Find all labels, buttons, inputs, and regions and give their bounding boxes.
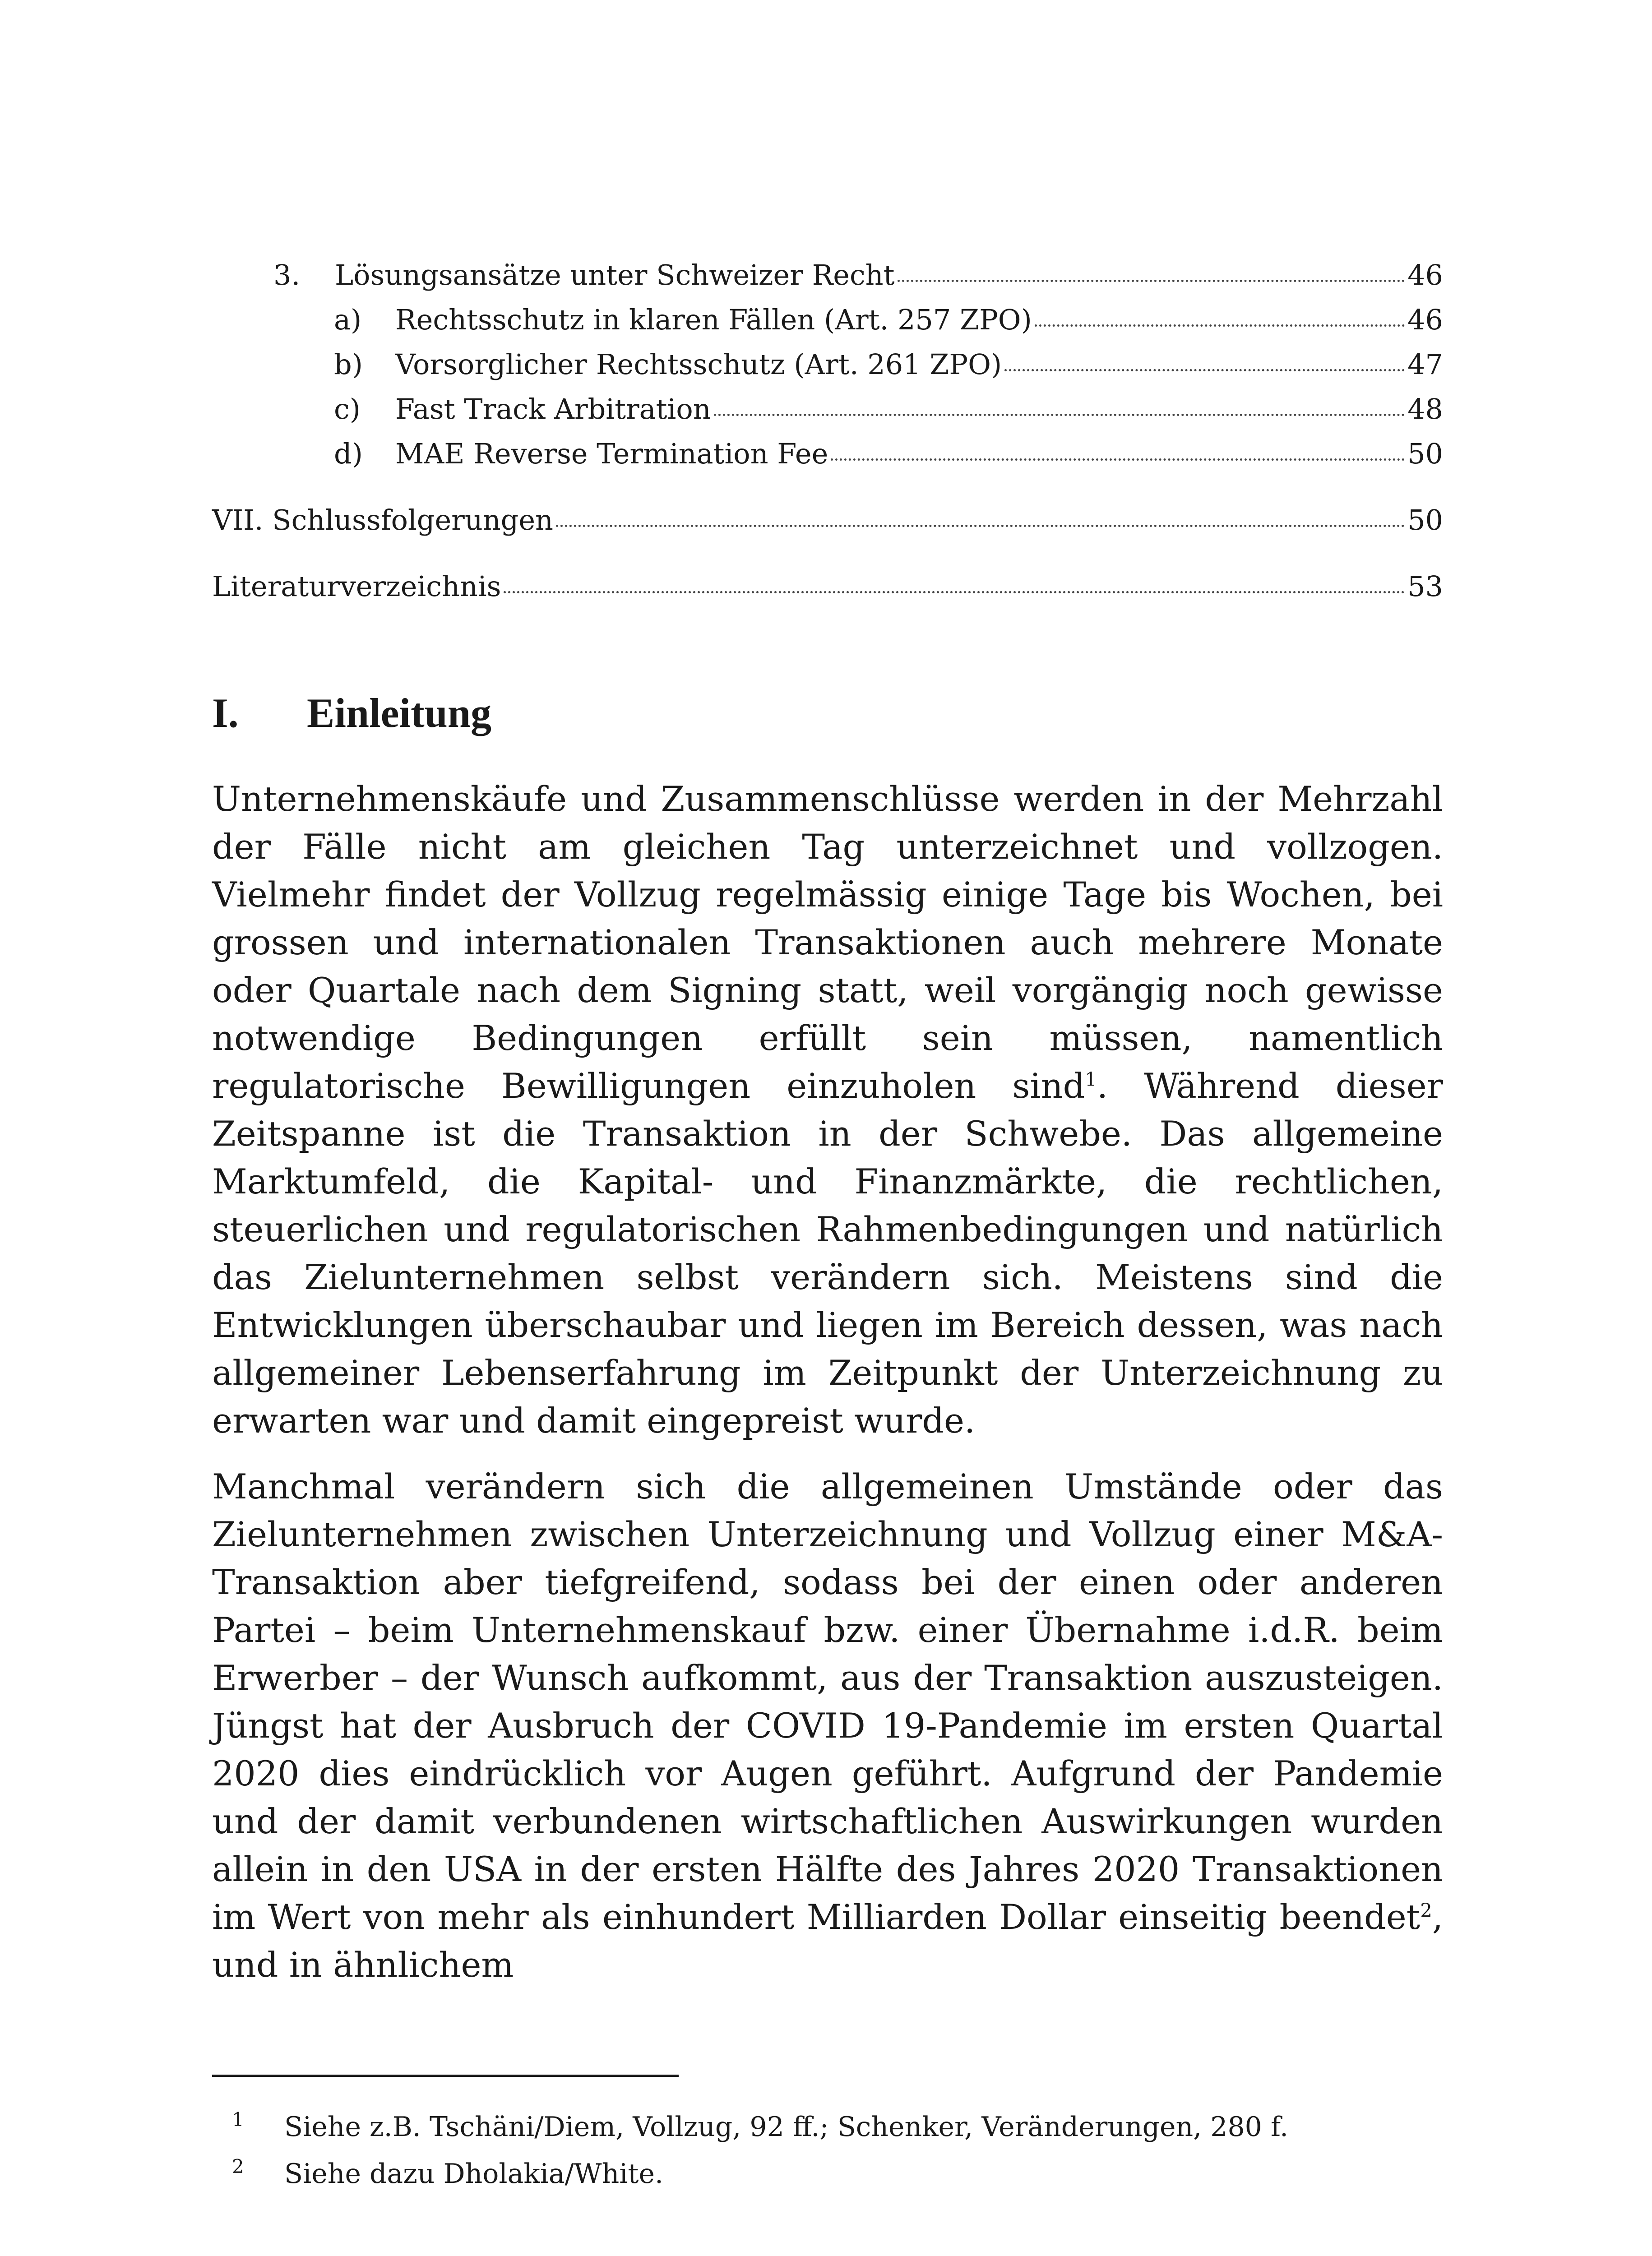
section-number: I. <box>212 690 239 736</box>
footnote-mark: 1 <box>232 2108 244 2131</box>
footnote <box>212 2152 1443 2199</box>
toc-entry-number: d) <box>334 437 363 470</box>
toc-entry <box>212 498 1443 542</box>
toc-entry <box>212 387 1443 431</box>
toc-entry-page: 47 <box>1407 348 1443 381</box>
footnote-text: Siehe z.B. Tschäni/Diem, Vollzug, 92 ff.; Schenker, Veränderungen, 280 f. <box>284 2111 1289 2143</box>
toc-entry-page: 48 <box>1407 393 1443 425</box>
body-text <box>212 775 1443 1989</box>
toc-entry-title: Fast Track Arbitration <box>395 393 711 425</box>
toc-entry <box>212 297 1443 342</box>
toc-leader-dots <box>831 458 1405 461</box>
paragraph-text: Unternehmenskäufe und Zusammenschlüsse werden in der Mehrzahl der Fälle nicht am gleichen Tag unterzeichnet und vollzogen. Vielmehr findet der Vollzug regelmässig einige Tage bis Wochen, bei grossen und internationalen Transaktionen auch mehrere Monate oder Quartale nach dem Signing statt, weil vorgängig noch gewisse notwendige Bedingungen erfüllt sein müssen, namentlich regulatorische Bewilligungen einzuholen sind <box>212 779 1443 1106</box>
toc-leader-dots <box>504 591 1405 593</box>
paragraph <box>212 775 1443 1445</box>
toc-entry-page: 46 <box>1407 303 1443 336</box>
toc-entry-title: Lösungsansätze unter Schweizer Recht <box>335 259 895 291</box>
toc-entry-number: c) <box>334 393 361 425</box>
toc-leader-dots <box>1035 324 1405 327</box>
toc-entry-page: 50 <box>1407 504 1443 536</box>
toc-entry-title: Rechtsschutz in klaren Fällen (Art. 257 ZPO) <box>395 303 1032 336</box>
footnote-reference: 1 <box>1085 1068 1097 1091</box>
toc-entry <box>212 342 1443 387</box>
footnote-reference: 2 <box>1420 1899 1432 1922</box>
toc-entry-title: MAE Reverse Termination Fee <box>395 437 828 470</box>
footnote <box>212 2105 1443 2152</box>
section-title: Einleitung <box>307 690 492 736</box>
toc-entry-page: 50 <box>1407 437 1443 470</box>
paragraph-text: , und in ähnlichem <box>212 1897 1443 1985</box>
footnote-text: Siehe dazu Dholakia/White. <box>284 2158 664 2190</box>
toc-entry-title: Vorsorglicher Rechtsschutz (Art. 261 ZPO) <box>395 348 1002 381</box>
toc-entry-number: b) <box>334 348 363 381</box>
toc-entry-title: VII. Schlussfolgerungen <box>212 504 553 536</box>
toc-leader-dots <box>714 414 1405 416</box>
toc-leader-dots <box>1004 369 1405 371</box>
footnote-mark: 2 <box>232 2155 244 2177</box>
toc-entry <box>212 431 1443 476</box>
toc-leader-dots <box>556 525 1405 527</box>
paragraph-text: Manchmal verändern sich die allgemeinen Umstände oder das Zielunternehmen zwischen Unterzeichnung und Vollzug einer M&A-Transaktion aber tiefgreifend, sodass bei der einen oder anderen Partei – beim Unternehmenskauf bzw. einer Übernahme i.d.R. beim Erwerber – der Wunsch aufkommt, aus der Transaktion auszusteigen. Jüngst hat der Ausbruch der COVID 19-Pandemie im ersten Quartal 2020 dies eindrücklich vor Augen geführt. Aufgrund der Pandemie und der damit verbundenen wirtschaftlichen Auswirkungen wurden allein in den USA in der ersten Hälfte des Jahres 2020 Transaktionen im Wert von mehr als einhundert Milliarden Dollar einseitig beendet <box>212 1466 1443 1937</box>
paragraph <box>212 1463 1443 1989</box>
toc-entry-page: 53 <box>1407 570 1443 603</box>
footnote-separator <box>212 2075 679 2077</box>
toc-entry-title: Literaturverzeichnis <box>212 570 501 603</box>
toc-leader-dots <box>898 280 1405 282</box>
table-of-contents <box>212 253 1443 609</box>
toc-entry <box>212 253 1443 297</box>
toc-entry-number: a) <box>334 303 362 336</box>
toc-entry <box>212 564 1443 609</box>
section-heading <box>212 684 491 742</box>
paragraph-text: . Während dieser Zeitspanne ist die Transaktion in der Schwebe. Das allgemeine Marktumfeld, die Kapital- und Finanzmärkte, die rechtlichen, steuerlichen und regulatorischen Rahmenbedingungen und natürlich das Zielunternehmen selbst verändern sich. Meistens sind die Entwicklungen überschaubar und liegen im Bereich dessen, was nach allgemeiner Lebenserfahrung im Zeitpunkt der Unterzeichnung zu erwarten war und damit eingepreist wurde. <box>212 1066 1444 1441</box>
toc-entry-number: 3. <box>273 259 301 291</box>
toc-entry-page: 46 <box>1407 259 1443 291</box>
footnotes <box>212 2105 1443 2199</box>
